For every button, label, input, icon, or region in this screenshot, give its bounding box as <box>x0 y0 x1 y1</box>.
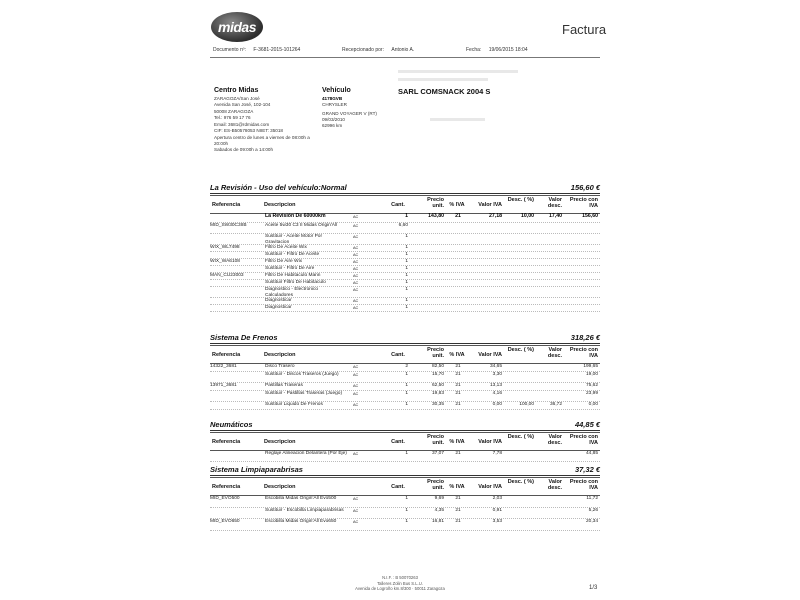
cell-ivaval: 27,18 <box>489 213 502 219</box>
cell-tag: AC <box>353 392 359 396</box>
column-header-disc-val: Valor desc. <box>547 479 562 491</box>
column-header-iva-pct: % IVA <box>449 484 465 490</box>
cell-qty: 1 <box>405 234 408 239</box>
cell-total: 19,00 <box>585 372 598 377</box>
cell-desc: Escobilla Midas Origin'All Evo650 <box>265 519 337 524</box>
vehicle-plate: 4178GVB <box>322 96 343 101</box>
cell-qty: 1 <box>405 372 408 377</box>
cell-ref: MID_EVO500 <box>210 496 240 501</box>
column-header-iva-val: Valor IVA <box>478 202 502 208</box>
cell-iva: 21 <box>455 383 461 388</box>
row-separator <box>210 311 600 312</box>
cell-desc: Filtro De Aceite Wix <box>265 245 307 250</box>
table-row <box>210 273 600 280</box>
cell-iva: 21 <box>455 451 461 456</box>
column-header-iva-pct: % IVA <box>449 202 465 208</box>
column-header-total: Precio con IVA <box>569 197 598 209</box>
table-header <box>210 195 600 214</box>
cell-desc: Diagnostico - Electronico Calculadores <box>265 287 319 298</box>
center-details <box>214 96 310 154</box>
cell-desc: Diagnosticar <box>265 305 292 310</box>
cell-dpct: 10,00 <box>521 213 534 219</box>
column-header-iva-val: Valor IVA <box>478 484 502 490</box>
cell-qty: 1 <box>405 305 408 310</box>
row-separator <box>210 409 600 410</box>
invoice-date-value: 19/06/2015 18:04 <box>488 47 528 53</box>
cell-tag: AC <box>353 299 359 303</box>
cell-price: 82,50 <box>431 364 444 369</box>
table-row <box>210 372 600 383</box>
cell-tag: AC <box>353 384 359 388</box>
cell-total: 156,60 <box>582 213 598 219</box>
cell-ref: MID_EVO650 <box>210 519 240 524</box>
cell-ref: WIX_WA6108 <box>210 259 240 264</box>
cell-tag: AC <box>353 260 359 264</box>
cell-desc: Aceite 5w30 C3 II Midas Origin'All <box>265 223 338 228</box>
column-header-disc-val: Valor desc. <box>547 434 562 446</box>
center-line: Avenida San José, 102-104 <box>214 102 271 108</box>
cell-qty: 1 <box>405 213 408 219</box>
cell-qty: 6,60 <box>398 223 408 228</box>
cell-tag: AC <box>353 452 359 456</box>
cell-desc: Sustituir Liquido De Frenos <box>265 402 323 407</box>
cell-tag: AC <box>353 288 359 292</box>
cell-dpct: 100,00 <box>519 402 534 407</box>
received-by-value: Antonio A. <box>391 47 415 53</box>
footer-line: Talleres Zolin Bus S.L.U. <box>377 580 423 586</box>
cell-desc: Reglaje Alineacion Delantera (Por Eje) <box>265 451 347 456</box>
cell-tag: AC <box>353 497 359 501</box>
column-header-ref: Referencia <box>212 352 241 358</box>
cell-desc: Sustituir - Aceite Motor Por Gravitacion <box>265 234 323 245</box>
column-header-qty: Cant. <box>391 202 405 208</box>
cell-qty: 1 <box>405 383 408 388</box>
cell-qty: 1 <box>405 402 408 407</box>
cell-price: 9,69 <box>434 496 444 501</box>
cell-qty: 1 <box>405 508 408 513</box>
cell-ivaval: 0,00 <box>492 402 502 407</box>
section-title: La Revisión - Uso del vehículo:Normal <box>210 183 347 192</box>
cell-desc: La Revisión De 60000km <box>265 213 326 219</box>
cell-ref: 13971_3681 <box>210 383 237 388</box>
section-divider <box>210 193 600 194</box>
cell-tag: AC <box>353 224 359 228</box>
cell-qty: 1 <box>405 451 408 456</box>
column-header-price: Precio unit. <box>427 479 444 491</box>
table-row <box>210 266 600 273</box>
customer-name: SARL COMSNACK 2004 S <box>398 87 491 96</box>
cell-ivaval: 13,13 <box>489 383 502 388</box>
cell-dval: 36,72 <box>549 402 562 407</box>
header-divider <box>210 57 600 58</box>
cell-tag: AC <box>353 365 359 369</box>
table-row <box>210 214 600 223</box>
cell-total: 44,85 <box>585 451 598 456</box>
section-total: 37,32 € <box>574 465 600 474</box>
table-row <box>210 391 600 402</box>
logo-text: midas <box>218 19 256 35</box>
table-row <box>210 364 600 372</box>
section-total: 44,85 € <box>574 420 600 429</box>
cell-tag: AC <box>353 267 359 271</box>
faded-scan-mark <box>398 70 518 73</box>
table-row <box>210 298 600 305</box>
cell-qty: 1 <box>405 280 408 285</box>
vehicle-line: GRAND VOYAGER V (RT) <box>322 110 377 116</box>
cell-qty: 1 <box>405 273 408 278</box>
table-row <box>210 259 600 266</box>
cell-iva: 21 <box>455 391 461 396</box>
cell-price: 15,70 <box>431 372 444 377</box>
column-header-iva-val: Valor IVA <box>478 352 502 358</box>
column-header-total: Precio con IVA <box>569 347 598 359</box>
cell-total: 23,99 <box>585 391 598 396</box>
cell-ref: 14322_3681 <box>210 364 237 369</box>
cell-desc: Pastillas Traseras <box>265 383 303 388</box>
column-header-price: Precio unit. <box>427 347 444 359</box>
cell-ivaval: 3,53 <box>492 519 502 524</box>
cell-tag: AC <box>353 253 359 257</box>
column-header-desc: Descripcion <box>264 352 296 358</box>
cell-desc: Sustituir - Filtro De Aire <box>265 266 315 271</box>
column-header-desc: Descripcion <box>264 439 296 445</box>
section-total: 156,60 € <box>570 183 600 192</box>
table-header <box>210 345 600 364</box>
footer-company-info <box>0 575 800 592</box>
invoice-date-label: Fecha: <box>466 47 482 53</box>
document-title: Factura <box>562 22 607 37</box>
cell-qty: 1 <box>405 519 408 524</box>
section-divider <box>210 475 600 476</box>
section-divider <box>210 430 600 431</box>
cell-tag: AC <box>353 520 359 524</box>
cell-desc: Sustituir - Filtro De Aceite <box>265 252 320 257</box>
column-header-ref: Referencia <box>212 439 241 445</box>
table-row <box>210 245 600 252</box>
cell-tag: AC <box>353 281 359 285</box>
column-header-total: Precio con IVA <box>569 434 598 446</box>
cell-total: 0,00 <box>588 402 598 407</box>
cell-iva: 21 <box>455 402 461 407</box>
table-row <box>210 383 600 391</box>
cell-total: 75,62 <box>585 383 598 388</box>
column-header-price: Precio unit. <box>427 434 444 446</box>
table-row <box>210 252 600 259</box>
cell-iva: 21 <box>455 508 461 513</box>
row-separator <box>210 530 600 531</box>
cell-iva: 21 <box>455 364 461 369</box>
table-row <box>210 508 600 519</box>
cell-ivaval: 2,03 <box>492 496 502 501</box>
document-number <box>213 47 300 53</box>
cell-price: 16,81 <box>431 519 444 524</box>
midas-logo <box>211 12 263 42</box>
column-header-total: Precio con IVA <box>569 479 598 491</box>
footer-line: N.I.F. : B 50070263 <box>382 575 418 580</box>
cell-ref: MAN_CU23003 <box>210 273 244 278</box>
cell-qty: 2 <box>405 364 408 369</box>
cell-ivaval: 34,65 <box>489 364 502 369</box>
cell-qty: 1 <box>405 266 408 271</box>
cell-desc: Sustituir - Discos Traseros (Juego) <box>265 372 339 377</box>
cell-qty: 1 <box>405 252 408 257</box>
cell-total: 20,34 <box>585 519 598 524</box>
faded-scan-mark <box>430 118 485 121</box>
center-heading: Centro Midas <box>214 87 259 94</box>
cell-qty: 1 <box>405 259 408 264</box>
cell-total: 199,65 <box>583 364 598 369</box>
center-line: 20:00h <box>214 141 229 147</box>
cell-iva: 21 <box>455 496 461 501</box>
column-header-qty: Cant. <box>391 439 405 445</box>
center-line: CIF: ES-B50578053 NIIET: 35018 <box>214 128 283 134</box>
section-title: Neumáticos <box>210 420 253 429</box>
column-header-disc-val: Valor desc. <box>547 197 562 209</box>
table-row <box>210 287 600 298</box>
cell-tag: AC <box>353 306 359 310</box>
cell-ref: WIX_WL7498 <box>210 245 240 250</box>
cell-qty: 1 <box>405 496 408 501</box>
cell-tag: AC <box>353 235 359 239</box>
cell-desc: Diagnosticar <box>265 298 292 303</box>
section-title: Sistema De Frenos <box>210 333 278 342</box>
section-divider <box>210 343 600 344</box>
cell-price: 37,07 <box>431 451 444 456</box>
row-separator <box>210 461 600 462</box>
cell-price: 19,83 <box>431 391 444 396</box>
received-by <box>342 47 414 53</box>
section-total: 318,26 € <box>570 333 600 342</box>
table-row <box>210 402 600 410</box>
table-row <box>210 234 600 245</box>
column-header-disc-pct: Desc. ( %) <box>507 347 534 353</box>
footer-line: Avenida de Logroño km.8/300 · 50011 Zaragoza <box>355 586 445 591</box>
cell-dval: 17,40 <box>549 213 562 219</box>
cell-ivaval: 7,78 <box>492 451 502 456</box>
cell-desc: Sustituir Filtro De Habitaculo <box>265 280 326 285</box>
table-row <box>210 519 600 531</box>
column-header-iva-val: Valor IVA <box>478 439 502 445</box>
cell-ivaval: 0,91 <box>492 508 502 513</box>
cell-ivaval: 4,16 <box>492 391 502 396</box>
document-number-label: Documento nº: <box>213 47 246 53</box>
cell-tag: AC <box>353 403 359 407</box>
center-line: 50008 ZARAGOZA <box>214 108 254 114</box>
cell-tag: AC <box>353 509 359 513</box>
cell-price: 4,35 <box>434 508 444 513</box>
column-header-desc: Descripcion <box>264 484 296 490</box>
table-row <box>210 223 600 234</box>
cell-total: 5,26 <box>588 508 598 513</box>
column-header-disc-pct: Desc. ( %) <box>507 434 534 440</box>
section-title: Sistema Limpiaparabrisas <box>210 465 303 474</box>
cell-ivaval: 3,30 <box>492 372 502 377</box>
invoice-date <box>466 47 528 53</box>
vehicle-details <box>322 96 377 129</box>
cell-tag: AC <box>353 373 359 377</box>
page-number: 1/3 <box>589 585 598 591</box>
center-line: Apertura centro de lunes a viernes de 08:00h a <box>214 134 310 140</box>
column-header-disc-pct: Desc. ( %) <box>507 197 534 203</box>
column-header-qty: Cant. <box>391 352 405 358</box>
table-header <box>210 477 600 496</box>
cell-qty: 1 <box>405 391 408 396</box>
document-number-value: F-3681-2015-101264 <box>253 47 301 53</box>
cell-tag: AC <box>353 274 359 278</box>
cell-qty: 1 <box>405 287 408 292</box>
cell-price: 143,80 <box>428 213 444 219</box>
column-header-disc-pct: Desc. ( %) <box>507 479 534 485</box>
cell-qty: 1 <box>405 245 408 250</box>
column-header-iva-pct: % IVA <box>449 439 465 445</box>
cell-price: 62,50 <box>431 383 444 388</box>
center-line: ZARAGOZA/San José <box>214 96 260 101</box>
vehicle-line: 09/03/2010 <box>322 116 345 122</box>
table-row <box>210 451 600 462</box>
column-header-ref: Referencia <box>212 202 241 208</box>
cell-desc: Sustituir - Pastillas Traseras (Juego) <box>265 391 343 396</box>
cell-tag: AC <box>353 246 359 250</box>
cell-desc: Sustituir - Escobilla Limpiaparabrisas <box>265 508 344 513</box>
column-header-desc: Descripcion <box>264 202 296 208</box>
column-header-price: Precio unit. <box>427 197 444 209</box>
vehicle-line: CHRYSLER <box>322 102 347 108</box>
cell-iva: 21 <box>455 372 461 377</box>
cell-total: 11,72 <box>586 496 598 501</box>
table-row <box>210 280 600 287</box>
center-line: Email: 3681@rdmidas.com <box>214 122 270 128</box>
cell-desc: Filtro De Habitaculo Mann <box>265 273 321 278</box>
vehicle-heading: Vehículo <box>322 87 351 94</box>
table-header <box>210 432 600 451</box>
cell-tag: AC <box>353 215 359 219</box>
cell-desc: Disco Trasero <box>265 364 295 369</box>
column-header-iva-pct: % IVA <box>449 352 465 358</box>
center-line: Tel.: 976 59 17 76 <box>214 114 251 120</box>
cell-desc: Escobilla Midas Origin'All Evo500 <box>265 496 337 501</box>
column-header-ref: Referencia <box>212 484 241 490</box>
cell-price: 30,35 <box>431 402 444 407</box>
received-by-label: Recepcionado por: <box>342 47 384 53</box>
center-line: Sabados de 09:00h a 14:00h <box>214 147 274 153</box>
cell-ref: MID_SW30C3IIB <box>210 223 247 228</box>
vehicle-line: 62996 km <box>322 123 343 129</box>
table-row <box>210 496 600 508</box>
cell-iva: 21 <box>455 519 461 524</box>
column-header-qty: Cant. <box>391 484 405 490</box>
column-header-disc-val: Valor desc. <box>547 347 562 359</box>
cell-desc: Filtro De Aire Wix <box>265 259 303 264</box>
faded-scan-mark <box>398 78 488 81</box>
cell-qty: 1 <box>405 298 408 303</box>
table-row <box>210 305 600 312</box>
cell-iva: 21 <box>455 213 461 219</box>
